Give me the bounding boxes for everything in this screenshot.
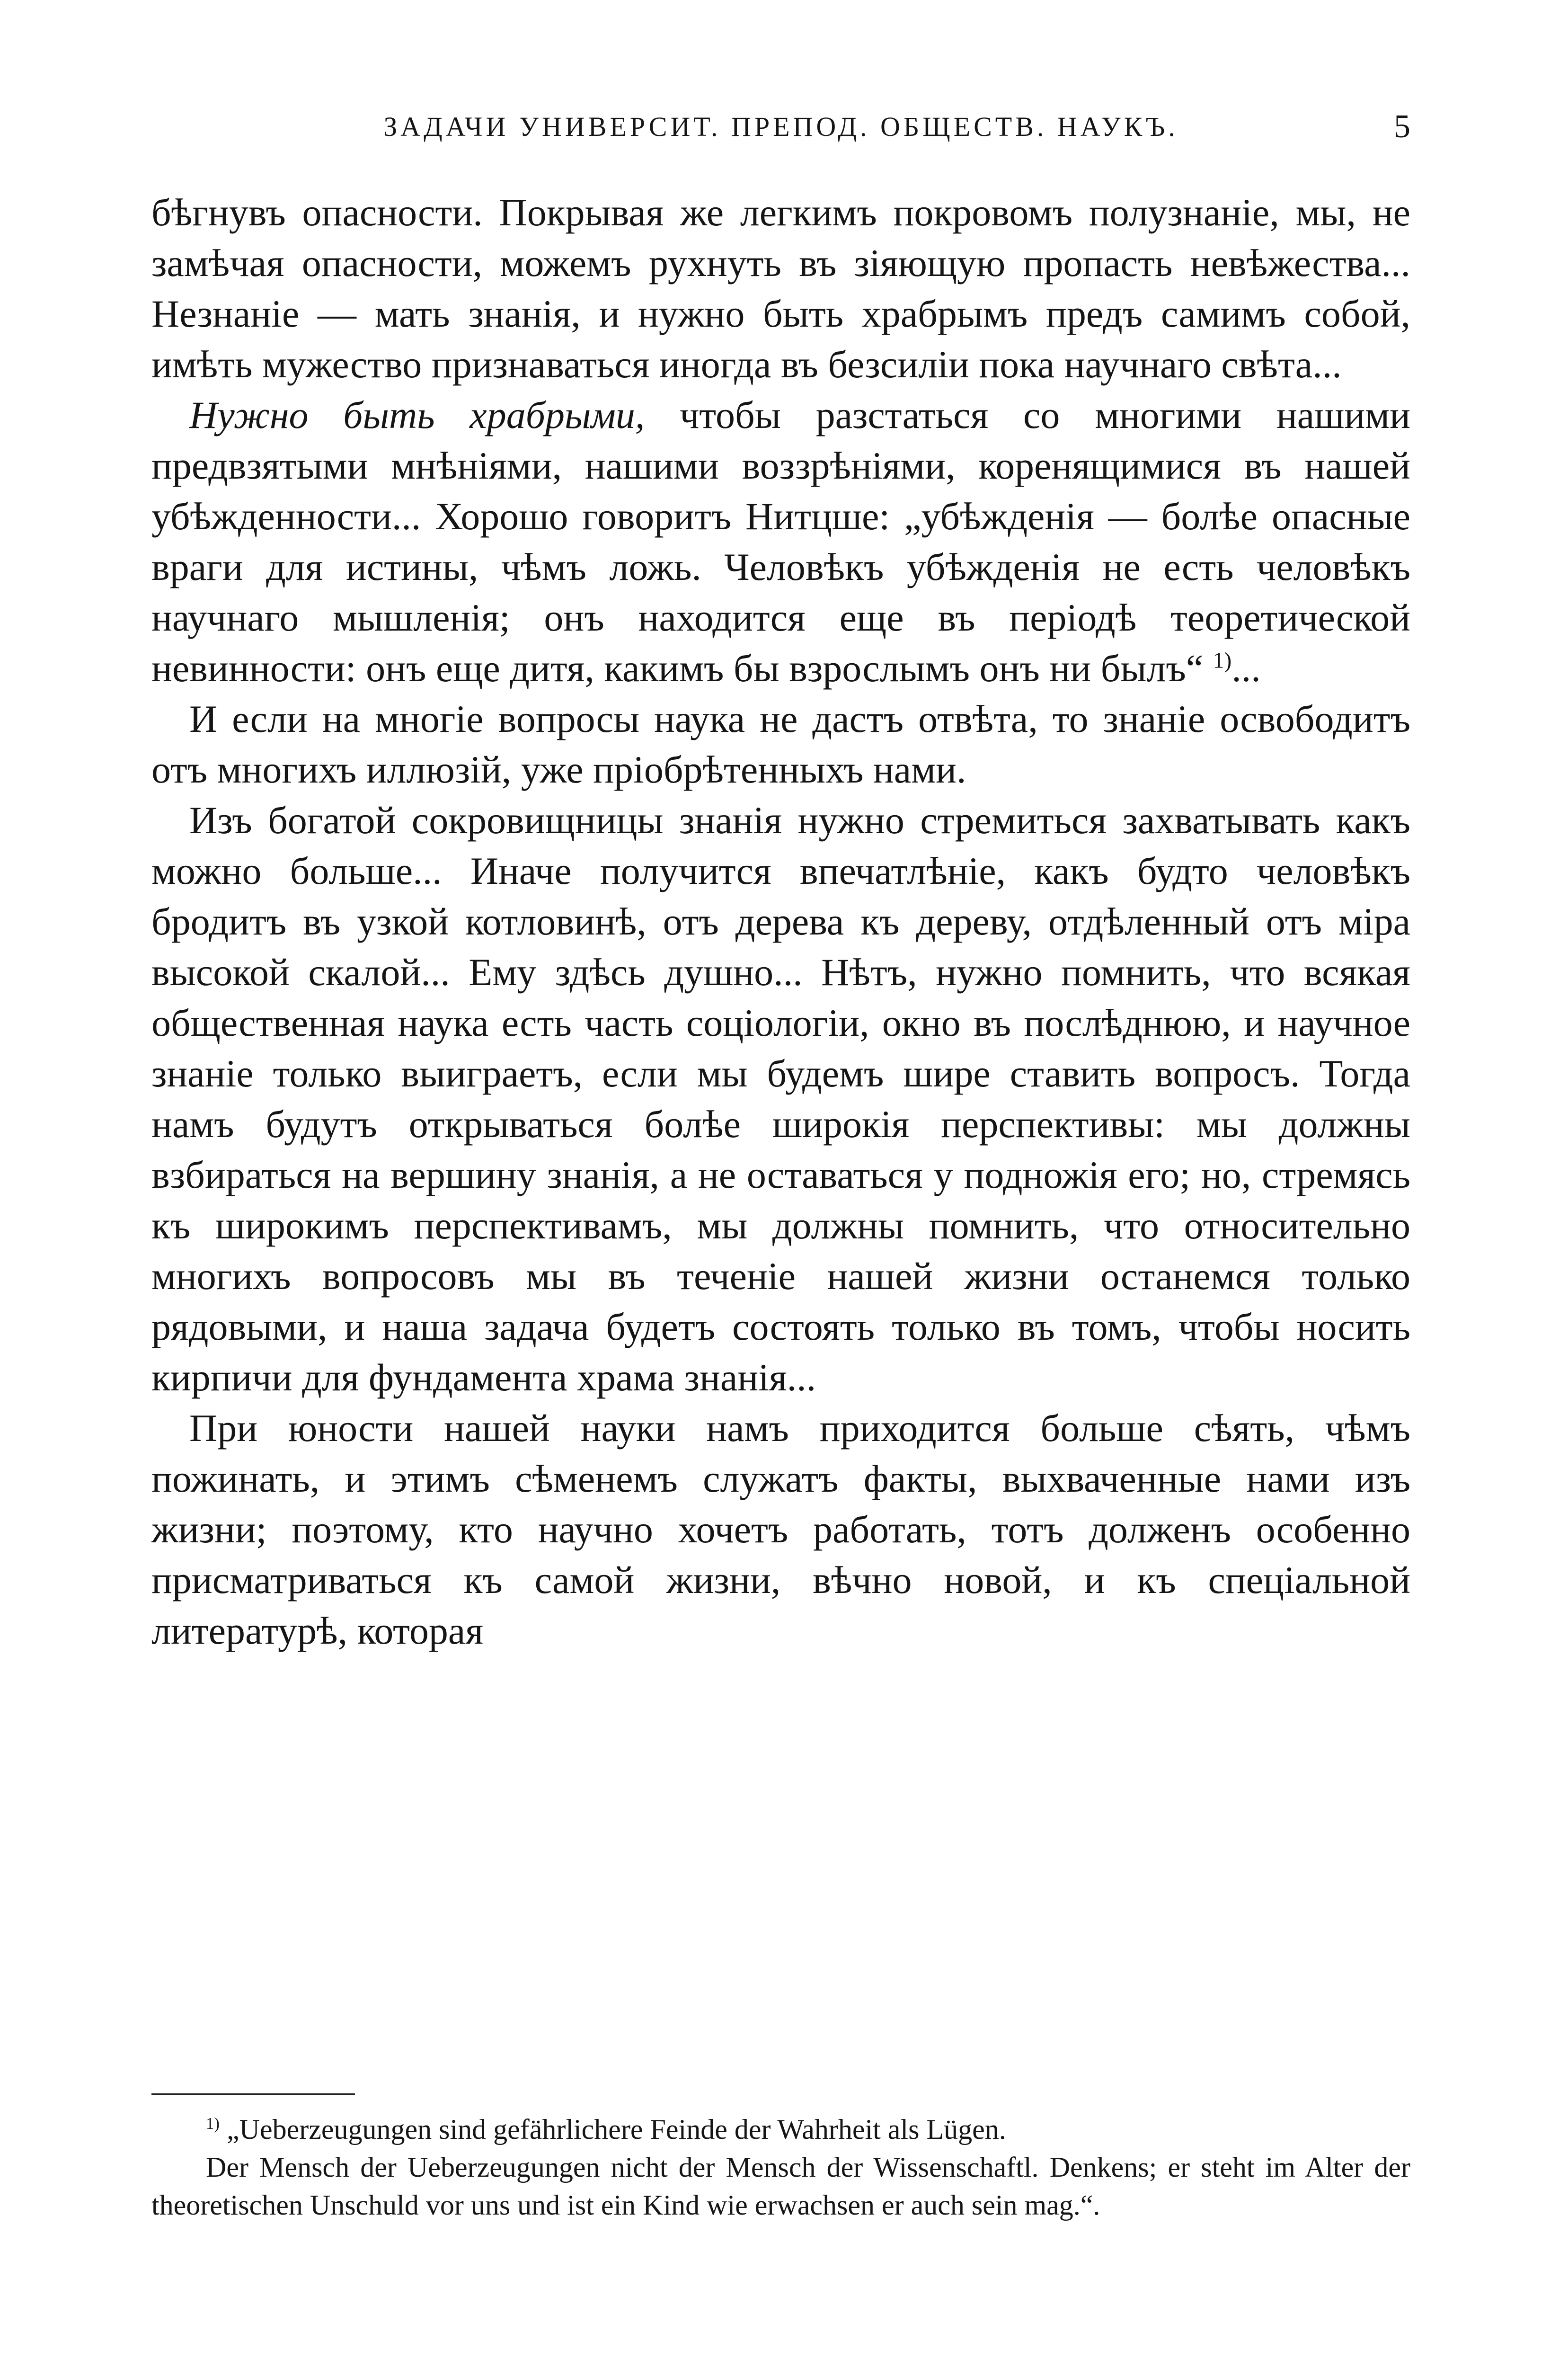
paragraph-nietzsche-quote bbox=[151, 390, 1410, 694]
paragraph-knowledge-illusions: И если на многіе вопросы наука не дастъ отвѣта, то знаніе освободитъ отъ многихъ иллюзій, уже пріобрѣтенныхъ нами. bbox=[151, 697, 1410, 791]
emphasized-phrase: Нужно быть храбрыми, bbox=[189, 393, 645, 436]
running-title: ЗАДАЧИ УНИВЕРСИТ. ПРЕПОД. ОБЩЕСТВ. НАУКЪ. bbox=[383, 111, 1178, 142]
footnote-reference: 1) bbox=[1213, 648, 1232, 673]
footnote bbox=[151, 2110, 1410, 2224]
footnote-line bbox=[151, 2110, 1410, 2148]
paragraph-youth-of-science: При юности нашей науки намъ приходится больше сѣять, чѣмъ пожинать, и этимъ сѣменемъ служатъ факты, выхваченные нами изъ жизни; поэтому, кто научно хочетъ работать, тотъ долженъ особенно присматриваться къ самой жизни, вѣчно новой, и къ спеціальной литературѣ, которая bbox=[151, 1406, 1410, 1652]
paragraph-continuation: бѣгнувъ опасности. Покрывая же легкимъ покровомъ полузнаніе, мы, не замѣчая опасности, можемъ рухнуть въ зіяющую пропасть невѣжества... Незнаніе — мать знанія, и нужно быть храбрымъ предъ самимъ собой, имѣть мужество признаваться иногда въ безсиліи пока научнаго свѣта... bbox=[151, 191, 1410, 386]
footnote-divider bbox=[151, 2093, 355, 2095]
footnote-text-german: „Ueberzeugungen sind gefährlichere Feinde der Wahrheit als Lügen. bbox=[220, 2114, 1006, 2145]
paragraph-ending: ... bbox=[1231, 647, 1261, 690]
footnote-continuation: Der Mensch der Ueberzeugungen nicht der Mensch der Wissenschaftl. Denkens; er steht im Alter der theoretischen Unschuld vor uns und ist ein Kind wie erwachsen er auch sein mag.“. bbox=[151, 2152, 1410, 2221]
paragraph-treasury-of-knowledge: Изъ богатой сокровищницы знанія нужно стремиться захватывать какъ можно больше... Иначе получится впечатлѣніе, какъ будто человѣкъ бродитъ въ узкой котловинѣ, отъ дерева къ дереву, отдѣленный отъ міра высокой скалой... Ему здѣсь душно... Нѣтъ, нужно помнить, что всякая общественная наука есть часть соціологіи, окно въ послѣднюю, и научное знаніе только выиграетъ, если мы будемъ шире ставить вопросъ. Тогда намъ будутъ открываться болѣе широкія перспективы: мы должны взбираться на вершину знанія, а не оставаться у подножія его; но, стремясь къ широкимъ перспективамъ, мы должны помнить, что относительно многихъ вопросовъ мы въ теченіе нашей жизни останемся только рядовыми, и наша задача будетъ состоять только въ томъ, чтобы носить кирпичи для фундамента храма знанія... bbox=[151, 799, 1410, 1399]
page-header bbox=[151, 108, 1410, 146]
page-number: 5 bbox=[1394, 108, 1410, 145]
footnote-marker: 1) bbox=[206, 2114, 220, 2133]
main-text bbox=[151, 187, 1410, 1656]
paragraph-text: чтобы разстаться со многими нашими предвзятыми мнѣніями, нашими воззрѣніями, коренящимися въ нашей убѣжденности... Хорошо говоритъ Нитцше: „убѣжденія — болѣе опасные враги для истины, чѣмъ ложь. Человѣкъ убѣжденія не есть человѣкъ научнаго мышленія; онъ находится еще въ періодѣ теоретической невинности: онъ еще дитя, какимъ бы взрослымъ онъ ни былъ“ bbox=[151, 393, 1411, 690]
